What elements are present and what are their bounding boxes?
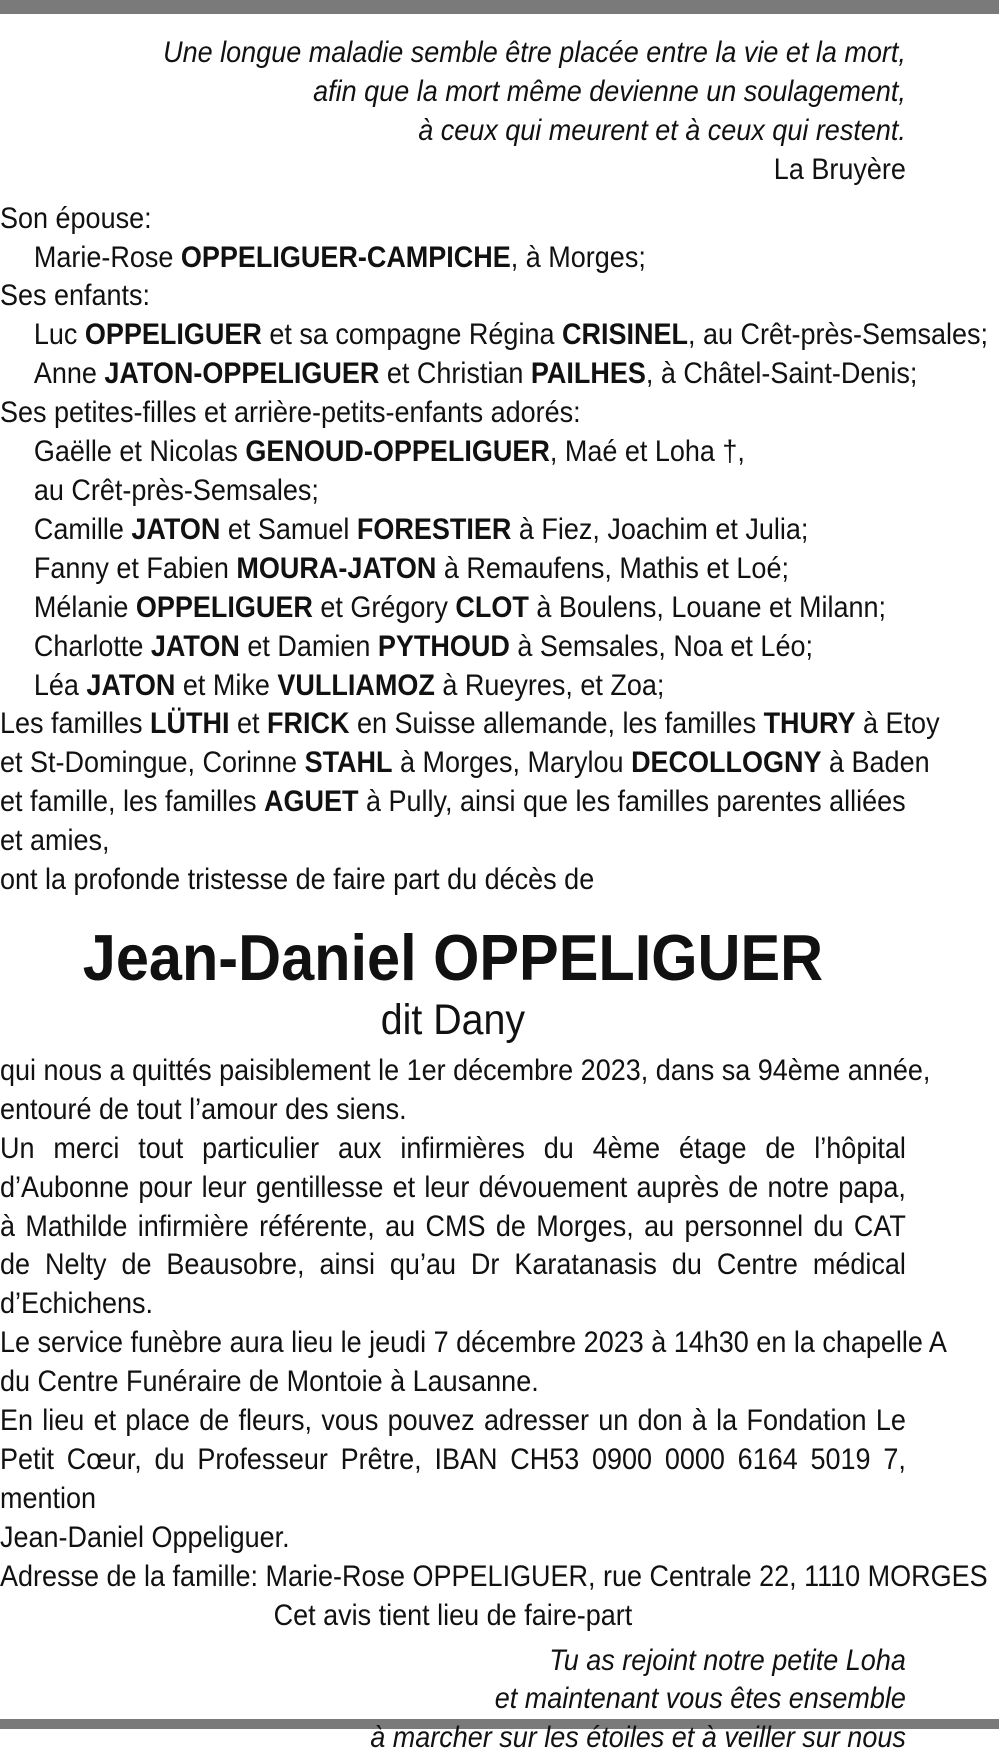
notice-content [0, 34, 988, 1758]
child-line: Luc OPPELIGUER et sa compagne Régina CRISINEL, au Crêt-près-Semsales; [33, 318, 988, 352]
thanks-paragraph: Un merci tout particulier aux infirmières du 4ème étage de l’hôpital d’Aubonne pour leur gentillesse et leur dévouement auprès de notre papa, à Mathilde infirmière référente, au CMS de Morges, au personnel du CAT de Nelty de Beausobre, ainsi qu’au Dr Karatanasis du Centre médical d’Echichens. [0, 1131, 906, 1321]
grandchild-line-cont: au Crêt-près-Semsales; [33, 473, 319, 507]
notice-statement: Cet avis tient lieu de faire-part [273, 1598, 633, 1632]
closing-line: à marcher sur les étoiles et à veiller sur nous [370, 1721, 906, 1755]
closing-line: Tu as rejoint notre petite Loha [549, 1643, 906, 1677]
grandchild-line: Gaëlle et Nicolas GENOUD-OPPELIGUER, Maé et Loha †, [33, 435, 745, 469]
family-list [0, 200, 988, 900]
donation-paragraph: En lieu et place de fleurs, vous pouvez adresser un don à la Fondation Le Petit Cœur, du Professeur Prêtre, IBAN CH53 0900 0000 6164 5019 7, mention [0, 1404, 906, 1515]
grandchild-line: Camille JATON et Samuel FORESTIER à Fiez, Joachim et Julia; [33, 512, 809, 546]
grandchild-line: Charlotte JATON et Damien PYTHOUD à Semsales, Noa et Léo; [33, 629, 813, 663]
closing-verse [0, 1642, 906, 1758]
epigraph [0, 34, 906, 190]
other-families-line: Les familles LÜTHI et FRICK en Suisse allemande, les familles THURY à Etoy [0, 707, 940, 741]
grandchild-line: Léa JATON et Mike VULLIAMOZ à Rueyres, et Zoa; [33, 668, 665, 702]
notice-body [0, 1052, 988, 1636]
epigraph-line: afin que la mort même devienne un soulagement, [313, 74, 906, 108]
epigraph-line: à ceux qui meurent et à ceux qui restent. [418, 113, 906, 147]
other-families-line: et famille, les familles AGUET à Pully, ainsi que les familles parentes alliées [0, 785, 906, 819]
donation-line-end: Jean-Daniel Oppeliguer. [0, 1520, 290, 1554]
children-label: Ses enfants: [0, 279, 151, 313]
family-address: Adresse de la famille: Marie-Rose OPPELIGUER, rue Centrale 22, 1110 MORGES [0, 1559, 988, 1593]
grandchild-line: Mélanie OPPELIGUER et Grégory CLOT à Boulens, Louane et Milann; [33, 590, 887, 624]
grandchildren-label: Ses petites-filles et arrière-petits-enfants adorés: [0, 396, 581, 430]
service-line: du Centre Funéraire de Montoie à Lausanne. [0, 1365, 539, 1399]
deceased-name: Jean-Daniel OPPELIGUER [82, 920, 824, 994]
announcement-line: ont la profonde tristesse de faire part du décès de [0, 863, 595, 897]
spouse-label: Son épouse: [0, 201, 152, 235]
service-line: Le service funèbre aura lieu le jeudi 7 décembre 2023 à 14h30 en la chapelle A [0, 1326, 947, 1360]
closing-line: et maintenant vous êtes ensemble [494, 1682, 906, 1716]
death-line: entouré de tout l’amour des siens. [0, 1092, 407, 1126]
other-families-line: et amies, [0, 824, 110, 858]
spouse-line: Marie-Rose OPPELIGUER-CAMPICHE, à Morges; [33, 240, 646, 274]
other-families-line: et St-Domingue, Corinne STAHL à Morges, Marylou DECOLLOGNY à Baden [0, 746, 930, 780]
epigraph-author: La Bruyère [773, 152, 906, 186]
child-line: Anne JATON-OPPELIGUER et Christian PAILHES, à Châtel-Saint-Denis; [33, 357, 918, 391]
deceased-nickname: dit Dany [380, 995, 526, 1044]
death-line: qui nous a quittés paisiblement le 1er décembre 2023, dans sa 94ème année, [0, 1053, 931, 1087]
epigraph-line: Une longue maladie semble être placée entre la vie et la mort, [163, 36, 906, 69]
grandchild-line: Fanny et Fabien MOURA-JATON à Remaufens, Mathis et Loé; [33, 551, 789, 585]
